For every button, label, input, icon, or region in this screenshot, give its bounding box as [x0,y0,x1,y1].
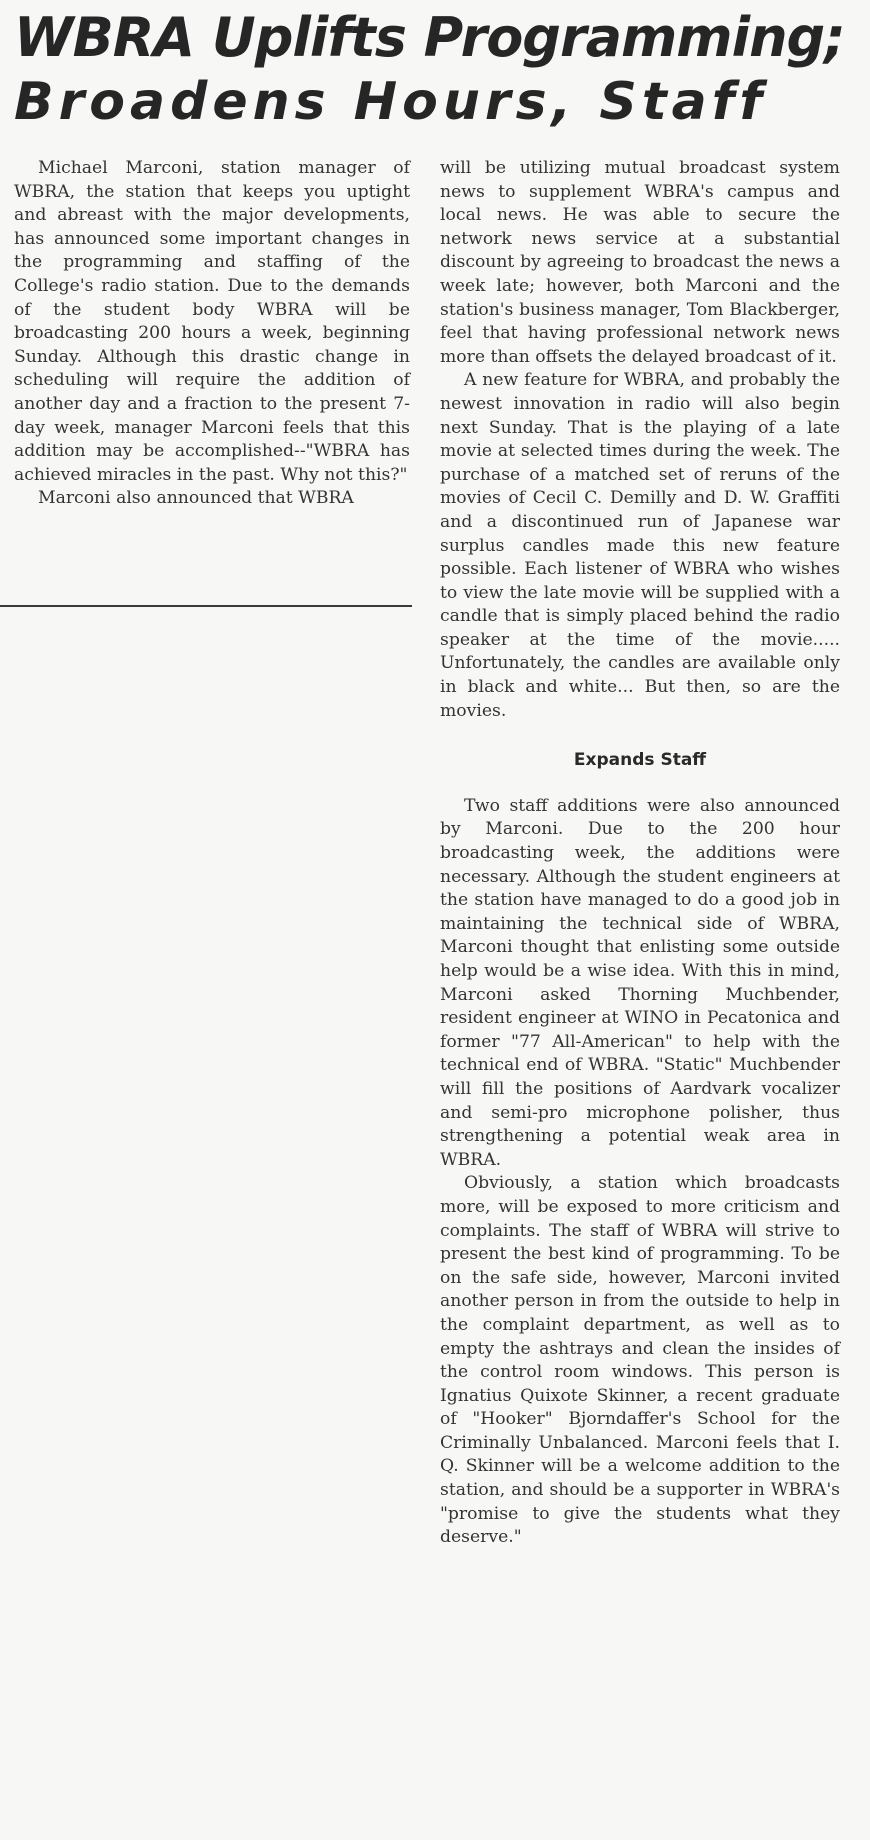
article-paragraph: Marconi also announced that WBRA [38,488,354,509]
right-column [440,157,840,1550]
left-column [14,157,410,511]
headline-line-2: Broadens Hours, Staff [14,72,768,132]
section-subhead: Expands Staff [573,750,707,771]
article-paragraph-continued: will be utilizing mutual broadcast system news to supplement WBRA's campus and local news. He was able to secure the network news service at a substantial discount by agreeing to broadcast the news a week late; however, both Marconi and the station's business manager, Tom Blackberger, feel that having professional network news more than offsets the delayed broadcast of it. [440,158,840,367]
article-paragraph: Michael Marconi, station manager of WBRA, the station that keeps you uptight and abreast with the major developments, has announced some important changes in the programming and staffing of the College's radio station. Due to the demands of the student body WBRA will be broadcasting 200 hours a week, beginning Sunday. Although this drastic change in scheduling will require the addition of another day and a fraction to the present 7-day week, manager Marconi feels that this addition may be accomplished--"WBRA has achieved miracles in the past. Why not this?" [14,158,410,485]
article-paragraph: Two staff additions were also announced by Marconi. Due to the 200 hour broadcasting week, the additions were necessary. Although the student engineers at the station have managed to do a good job in maintaining the technical side of WBRA, Marconi thought that enlisting some outside help would be a wise idea. With this in mind, Marconi asked Thorning Muchbender, resident engineer at WINO in Pecatonica and former "77 All-American" to help with the technical end of WBRA. "Static" Muchbender will fill the positions of Aardvark vocalizer and semi-pro microphone polisher, thus strengthening a potential weak area in WBRA. [440,795,840,1170]
headline-line-1: WBRA Uplifts Programming; [14,6,845,69]
article-paragraph: Obviously, a station which broadcasts more, will be exposed to more criticism and complaints. The staff of WBRA will strive to present the best kind of programming. To be on the safe side, however, Marconi invited another person in from the outside to help in the complaint department, as well as to empty the ashtrays and clean the insides of the control room windows. This person is Ignatius Quixote Skinner, a recent graduate of "Hooker" Bjorndaffer's School for the Criminally Unbalanced. Marconi feels that I. Q. Skinner will be a welcome addition to the station, and should be a supporter in WBRA's "promise to give the students what they deserve." [440,1173,840,1548]
column-divider-rule [0,605,412,607]
headline [14,6,864,134]
article-paragraph: A new feature for WBRA, and probably the newest innovation in radio will also begin next Sunday. That is the playing of a late movie at selected times during the week. The purchase of a matched set of reruns of the movies of Cecil C. Demilly and D. W. Graffiti and a discontinued run of Japanese war surplus candles made this new feature possible. Each listener of WBRA who wishes to view the late movie will be supplied with a candle that is simply placed behind the radio speaker at the time of the movie..... Unfortunately, the candles are available only in black and white... But then, so are the movies. [440,370,840,721]
